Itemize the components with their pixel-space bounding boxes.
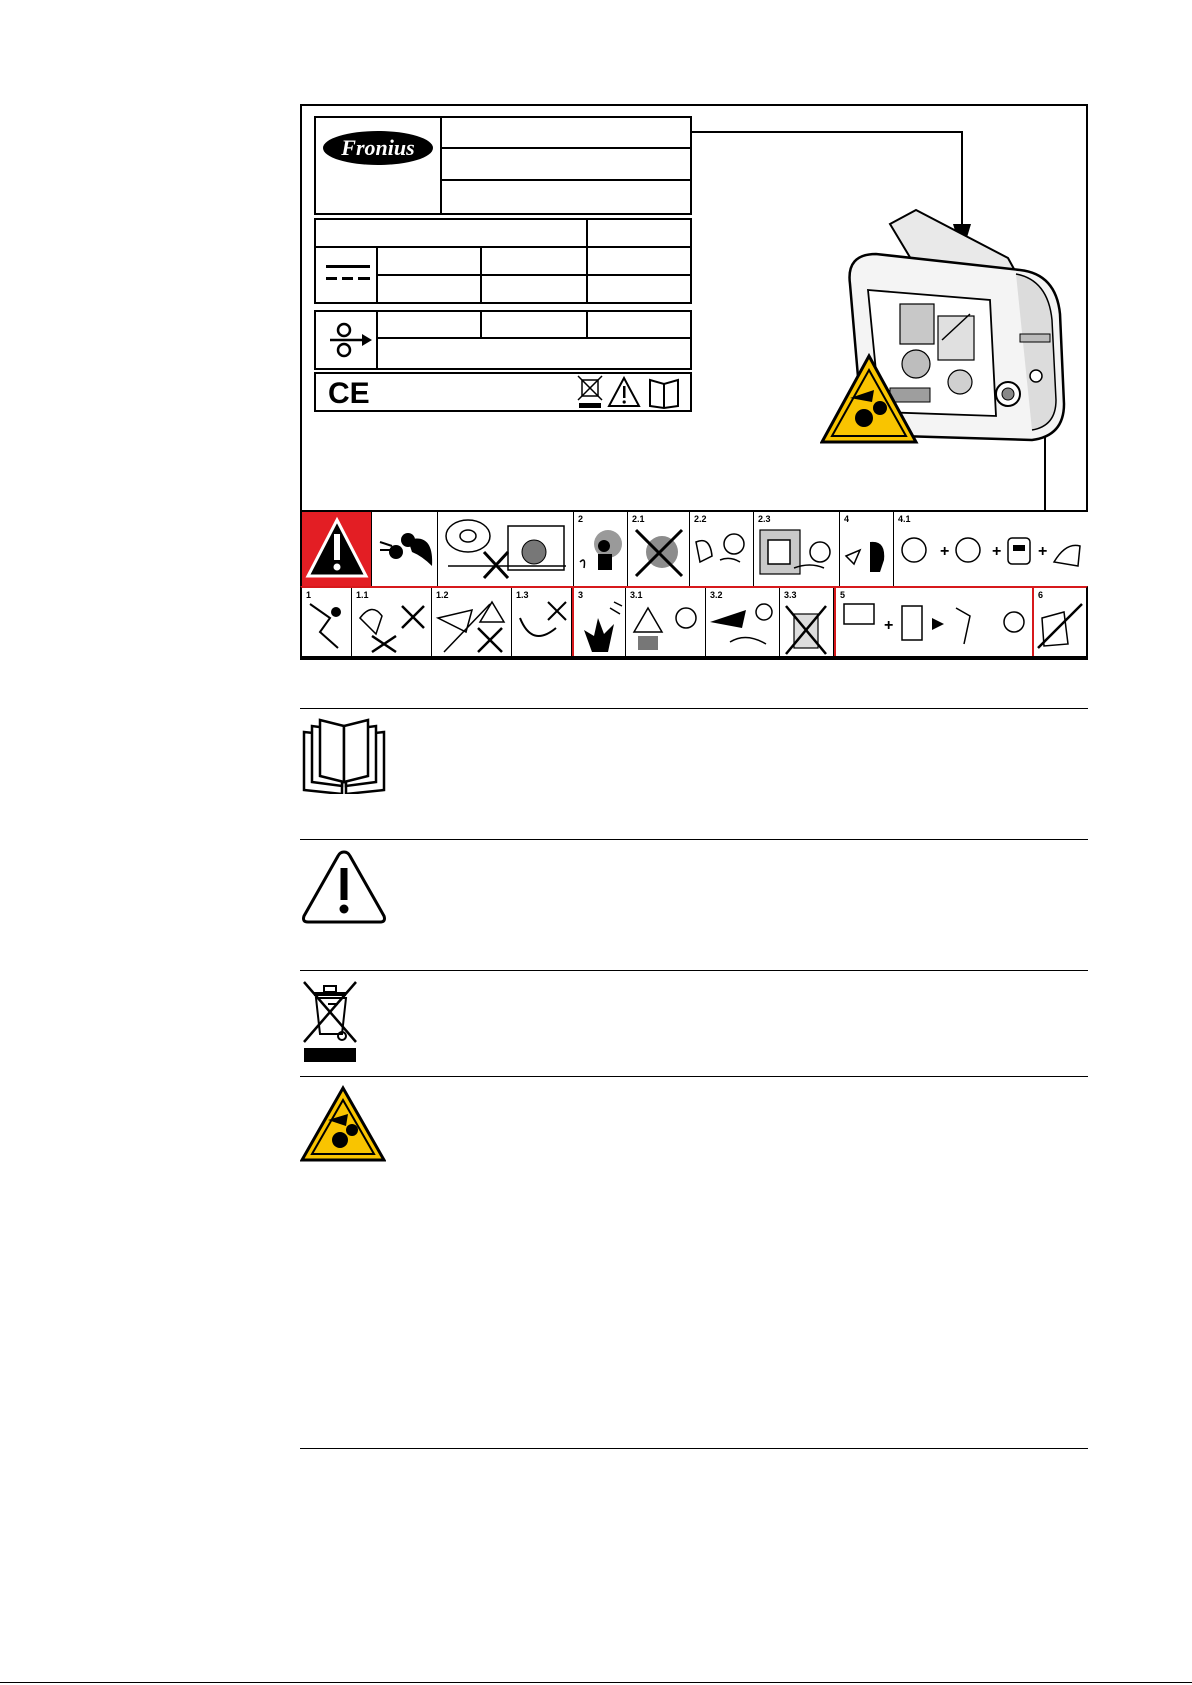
section-divider-2 — [300, 839, 1088, 840]
pictogram-2-3: 2.3 — [754, 512, 840, 586]
section-divider-5 — [300, 1448, 1088, 1449]
section-divider-4 — [300, 1076, 1088, 1077]
pictogram-1-3: 1.3 — [512, 588, 572, 656]
pictogram-6: 6 — [1034, 588, 1086, 656]
fronius-logo — [316, 118, 440, 213]
pictogram-3: 3 — [572, 588, 626, 656]
read-instructions-icon — [300, 718, 388, 794]
pictogram-3-2: 3.2 — [706, 588, 780, 656]
wire-feeder-device-illustration — [820, 204, 1076, 468]
plate-field-type — [440, 147, 692, 181]
pictogram-3-3: 3.3 — [780, 588, 834, 656]
plate-symbols-group — [576, 374, 688, 410]
footer-rule — [0, 1682, 1192, 1683]
pictogram-1-2: 1.2 — [432, 588, 512, 656]
wire-spool-prohibited-icon — [438, 512, 574, 586]
ce-mark-icon — [328, 378, 374, 406]
weee-disposal-icon — [300, 978, 360, 1064]
brand-name: Fronius — [341, 135, 415, 160]
pictogram-2: 2 — [574, 512, 628, 586]
wire-spool-prohibited-cell — [438, 512, 574, 586]
pictogram-row-1 — [300, 510, 1088, 588]
pictogram-5: 5 + — [834, 588, 1034, 656]
pictogram-2-2: 2.2 — [690, 512, 754, 586]
section-divider-3 — [300, 970, 1088, 971]
crush-hazard-icon — [372, 512, 438, 586]
svg-text:+: + — [992, 543, 1002, 560]
svg-text:+: + — [1038, 543, 1048, 560]
pictogram-2-1: 2.1 — [628, 512, 690, 586]
plate-field-name — [440, 116, 692, 149]
pictogram-1: 1 — [302, 588, 352, 656]
rating-plate — [314, 116, 692, 412]
general-warning-icon — [300, 848, 388, 926]
pictogram-4: 4 — [840, 512, 894, 586]
crush-hazard-sign-icon — [300, 1084, 386, 1164]
wire-feed-icon — [328, 318, 372, 362]
svg-text:+: + — [884, 617, 894, 634]
manual-small-icon — [650, 380, 678, 408]
disconnect-power-icon — [836, 588, 1034, 656]
face-protection-icon — [894, 512, 1088, 586]
weee-small-icon — [578, 376, 602, 408]
pictogram-3-1: 3.1 — [626, 588, 706, 656]
section-divider-1 — [300, 708, 1088, 709]
plate-field-serial — [440, 179, 692, 215]
danger-cell — [302, 512, 372, 586]
crush-hazard-cell — [372, 512, 438, 586]
pictogram-1-1: 1.1 — [352, 588, 432, 656]
brand-logo-box — [314, 116, 442, 215]
pictogram-4-1: 4.1 + + + — [894, 512, 1088, 586]
pictogram-row-2 — [300, 586, 1088, 658]
danger-icon — [302, 512, 372, 586]
svg-text:CE: CE — [328, 378, 370, 406]
warning-small-icon — [609, 378, 639, 406]
svg-text:+: + — [940, 543, 950, 560]
direct-current-icon — [326, 263, 370, 287]
